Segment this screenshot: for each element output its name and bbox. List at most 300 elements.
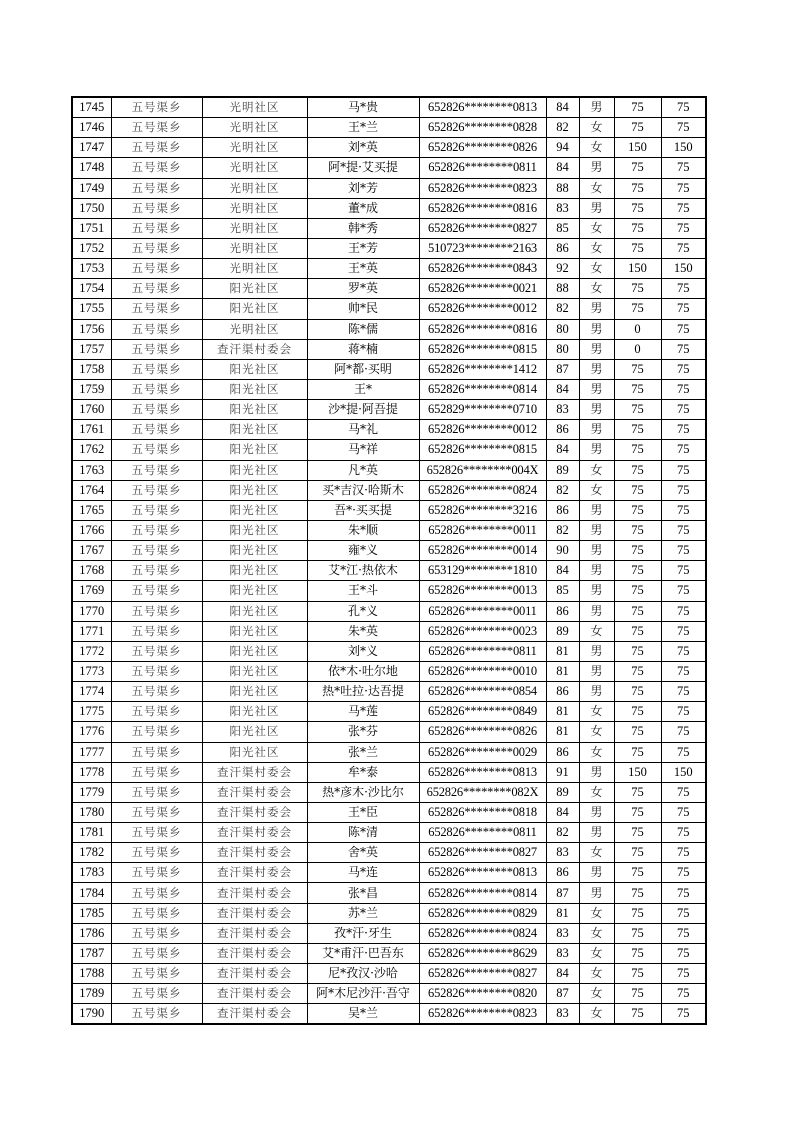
id-number-cell: 652826********0827 [419, 964, 546, 984]
township-cell: 五号渠乡 [111, 843, 202, 863]
row-number: 1778 [72, 762, 111, 782]
name-cell: 热*吐拉·达吾提 [307, 682, 419, 702]
amount-1-cell: 75 [614, 863, 661, 883]
table-row [72, 97, 706, 118]
amount-2-cell: 75 [661, 722, 706, 742]
sex-cell: 男 [579, 541, 614, 561]
sex-cell: 女 [579, 903, 614, 923]
name-cell: 刘*英 [307, 138, 419, 158]
id-number-cell: 652826********0815 [419, 339, 546, 359]
table-row [72, 722, 706, 742]
township-cell: 五号渠乡 [111, 782, 202, 802]
amount-1-cell: 75 [614, 903, 661, 923]
sex-cell: 男 [579, 581, 614, 601]
amount-2-cell: 75 [661, 641, 706, 661]
amount-1-cell: 75 [614, 682, 661, 702]
village-cell: 光明社区 [202, 319, 307, 339]
amount-1-cell: 75 [614, 379, 661, 399]
age-cell: 84 [546, 158, 579, 178]
amount-1-cell: 0 [614, 339, 661, 359]
row-number: 1766 [72, 520, 111, 540]
table-row [72, 843, 706, 863]
row-number: 1764 [72, 480, 111, 500]
village-cell: 光明社区 [202, 178, 307, 198]
township-cell: 五号渠乡 [111, 158, 202, 178]
sex-cell: 男 [579, 682, 614, 702]
township-cell: 五号渠乡 [111, 984, 202, 1004]
row-number: 1763 [72, 460, 111, 480]
township-cell: 五号渠乡 [111, 964, 202, 984]
amount-2-cell: 75 [661, 198, 706, 218]
row-number: 1776 [72, 722, 111, 742]
township-cell: 五号渠乡 [111, 802, 202, 822]
name-cell: 张*兰 [307, 742, 419, 762]
village-cell: 阳光社区 [202, 601, 307, 621]
row-number: 1769 [72, 581, 111, 601]
row-number: 1788 [72, 964, 111, 984]
table-row [72, 641, 706, 661]
name-cell: 吴*兰 [307, 1004, 419, 1025]
township-cell: 五号渠乡 [111, 520, 202, 540]
row-number: 1749 [72, 178, 111, 198]
id-number-cell: 652826********0011 [419, 601, 546, 621]
row-number: 1774 [72, 682, 111, 702]
amount-2-cell: 75 [661, 883, 706, 903]
amount-2-cell: 150 [661, 259, 706, 279]
table-row [72, 359, 706, 379]
village-cell: 查汗渠村委会 [202, 762, 307, 782]
name-cell: 张*昌 [307, 883, 419, 903]
sex-cell: 女 [579, 923, 614, 943]
amount-2-cell: 75 [661, 964, 706, 984]
table-row [72, 823, 706, 843]
name-cell: 帅*民 [307, 299, 419, 319]
table-row [72, 863, 706, 883]
table-row [72, 178, 706, 198]
age-cell: 86 [546, 500, 579, 520]
name-cell: 刘*芳 [307, 178, 419, 198]
amount-1-cell: 75 [614, 702, 661, 722]
township-cell: 五号渠乡 [111, 541, 202, 561]
sex-cell: 男 [579, 661, 614, 681]
amount-1-cell: 75 [614, 1004, 661, 1025]
table-row [72, 420, 706, 440]
village-cell: 阳光社区 [202, 581, 307, 601]
id-number-cell: 652826********0826 [419, 722, 546, 742]
amount-1-cell: 75 [614, 299, 661, 319]
township-cell: 五号渠乡 [111, 661, 202, 681]
age-cell: 83 [546, 198, 579, 218]
id-number-cell: 652826********0827 [419, 218, 546, 238]
table-row [72, 601, 706, 621]
id-number-cell: 652826********0849 [419, 702, 546, 722]
village-cell: 查汗渠村委会 [202, 984, 307, 1004]
age-cell: 83 [546, 843, 579, 863]
village-cell: 查汗渠村委会 [202, 1004, 307, 1025]
township-cell: 五号渠乡 [111, 601, 202, 621]
age-cell: 84 [546, 97, 579, 118]
row-number: 1747 [72, 138, 111, 158]
age-cell: 82 [546, 118, 579, 138]
id-number-cell: 652829********0710 [419, 400, 546, 420]
amount-2-cell: 75 [661, 581, 706, 601]
id-number-cell: 652826********0854 [419, 682, 546, 702]
village-cell: 查汗渠村委会 [202, 923, 307, 943]
amount-2-cell: 75 [661, 984, 706, 1004]
amount-2-cell: 75 [661, 319, 706, 339]
township-cell: 五号渠乡 [111, 903, 202, 923]
sex-cell: 女 [579, 460, 614, 480]
amount-1-cell: 75 [614, 118, 661, 138]
id-number-cell: 652826********1412 [419, 359, 546, 379]
row-number: 1772 [72, 641, 111, 661]
age-cell: 86 [546, 238, 579, 258]
township-cell: 五号渠乡 [111, 621, 202, 641]
id-number-cell: 652826********0811 [419, 641, 546, 661]
township-cell: 五号渠乡 [111, 198, 202, 218]
age-cell: 84 [546, 440, 579, 460]
name-cell: 吾*·买买提 [307, 500, 419, 520]
table-row [72, 702, 706, 722]
row-number: 1745 [72, 97, 111, 118]
amount-2-cell: 75 [661, 782, 706, 802]
name-cell: 舍*英 [307, 843, 419, 863]
name-cell: 王*臣 [307, 802, 419, 822]
age-cell: 80 [546, 339, 579, 359]
amount-2-cell: 75 [661, 178, 706, 198]
age-cell: 81 [546, 722, 579, 742]
id-number-cell: 652826********0818 [419, 802, 546, 822]
age-cell: 86 [546, 742, 579, 762]
amount-2-cell: 75 [661, 359, 706, 379]
amount-1-cell: 75 [614, 238, 661, 258]
row-number: 1748 [72, 158, 111, 178]
township-cell: 五号渠乡 [111, 339, 202, 359]
amount-1-cell: 75 [614, 661, 661, 681]
name-cell: 阿*提·艾买提 [307, 158, 419, 178]
village-cell: 阳光社区 [202, 440, 307, 460]
name-cell: 牟*泰 [307, 762, 419, 782]
id-number-cell: 652826********0827 [419, 843, 546, 863]
sex-cell: 男 [579, 500, 614, 520]
age-cell: 84 [546, 379, 579, 399]
name-cell: 蒋*楠 [307, 339, 419, 359]
row-number: 1762 [72, 440, 111, 460]
row-number: 1753 [72, 259, 111, 279]
name-cell: 艾*江·热依木 [307, 561, 419, 581]
sex-cell: 女 [579, 259, 614, 279]
age-cell: 84 [546, 561, 579, 581]
table-row [72, 319, 706, 339]
age-cell: 83 [546, 1004, 579, 1025]
amount-2-cell: 75 [661, 823, 706, 843]
row-number: 1781 [72, 823, 111, 843]
amount-2-cell: 75 [661, 480, 706, 500]
township-cell: 五号渠乡 [111, 118, 202, 138]
sex-cell: 女 [579, 742, 614, 762]
table-row [72, 802, 706, 822]
amount-2-cell: 75 [661, 601, 706, 621]
township-cell: 五号渠乡 [111, 943, 202, 963]
row-number: 1751 [72, 218, 111, 238]
row-number: 1752 [72, 238, 111, 258]
village-cell: 阳光社区 [202, 641, 307, 661]
id-number-cell: 652826********0816 [419, 198, 546, 218]
township-cell: 五号渠乡 [111, 400, 202, 420]
sex-cell: 男 [579, 400, 614, 420]
id-number-cell: 652826********0815 [419, 440, 546, 460]
township-cell: 五号渠乡 [111, 500, 202, 520]
amount-1-cell: 0 [614, 319, 661, 339]
name-cell: 马*礼 [307, 420, 419, 440]
amount-1-cell: 150 [614, 138, 661, 158]
amount-1-cell: 75 [614, 722, 661, 742]
id-number-cell: 652826********0013 [419, 581, 546, 601]
age-cell: 86 [546, 420, 579, 440]
table-row [72, 581, 706, 601]
sex-cell: 女 [579, 621, 614, 641]
township-cell: 五号渠乡 [111, 883, 202, 903]
id-number-cell: 652826********0823 [419, 1004, 546, 1025]
row-number: 1767 [72, 541, 111, 561]
amount-2-cell: 75 [661, 541, 706, 561]
amount-1-cell: 75 [614, 480, 661, 500]
amount-2-cell: 75 [661, 802, 706, 822]
amount-2-cell: 75 [661, 118, 706, 138]
age-cell: 86 [546, 863, 579, 883]
sex-cell: 男 [579, 823, 614, 843]
id-number-cell: 652826********0813 [419, 762, 546, 782]
sex-cell: 男 [579, 440, 614, 460]
age-cell: 80 [546, 319, 579, 339]
age-cell: 83 [546, 923, 579, 943]
amount-2-cell: 75 [661, 923, 706, 943]
table-row [72, 520, 706, 540]
name-cell: 马*莲 [307, 702, 419, 722]
id-number-cell: 652826********0826 [419, 138, 546, 158]
sex-cell: 男 [579, 299, 614, 319]
sex-cell: 男 [579, 420, 614, 440]
age-cell: 81 [546, 903, 579, 923]
village-cell: 阳光社区 [202, 420, 307, 440]
village-cell: 查汗渠村委会 [202, 863, 307, 883]
amount-1-cell: 75 [614, 541, 661, 561]
row-number: 1790 [72, 1004, 111, 1025]
row-number: 1789 [72, 984, 111, 1004]
row-number: 1785 [72, 903, 111, 923]
village-cell: 阳光社区 [202, 379, 307, 399]
table-row [72, 984, 706, 1004]
age-cell: 87 [546, 984, 579, 1004]
name-cell: 马*祥 [307, 440, 419, 460]
id-number-cell: 652826********3216 [419, 500, 546, 520]
name-cell: 苏*兰 [307, 903, 419, 923]
sex-cell: 女 [579, 782, 614, 802]
table-row [72, 460, 706, 480]
age-cell: 85 [546, 581, 579, 601]
age-cell: 86 [546, 601, 579, 621]
age-cell: 92 [546, 259, 579, 279]
name-cell: 孔*义 [307, 601, 419, 621]
amount-2-cell: 150 [661, 762, 706, 782]
village-cell: 查汗渠村委会 [202, 964, 307, 984]
id-number-cell: 652826********0823 [419, 178, 546, 198]
name-cell: 艾*甫汗·巴吾东 [307, 943, 419, 963]
roster-body [72, 97, 706, 1024]
id-number-cell: 652826********0012 [419, 299, 546, 319]
id-number-cell: 652826********0010 [419, 661, 546, 681]
amount-1-cell: 75 [614, 561, 661, 581]
village-cell: 阳光社区 [202, 722, 307, 742]
row-number: 1754 [72, 279, 111, 299]
amount-1-cell: 75 [614, 400, 661, 420]
name-cell: 王*兰 [307, 118, 419, 138]
village-cell: 阳光社区 [202, 359, 307, 379]
sex-cell: 男 [579, 319, 614, 339]
sex-cell: 女 [579, 1004, 614, 1025]
sex-cell: 男 [579, 97, 614, 118]
row-number: 1758 [72, 359, 111, 379]
table-row [72, 339, 706, 359]
name-cell: 朱*顺 [307, 520, 419, 540]
amount-1-cell: 75 [614, 500, 661, 520]
township-cell: 五号渠乡 [111, 641, 202, 661]
amount-1-cell: 150 [614, 762, 661, 782]
amount-2-cell: 75 [661, 843, 706, 863]
age-cell: 81 [546, 641, 579, 661]
sex-cell: 男 [579, 601, 614, 621]
table-row [72, 218, 706, 238]
township-cell: 五号渠乡 [111, 762, 202, 782]
sex-cell: 男 [579, 158, 614, 178]
row-number: 1783 [72, 863, 111, 883]
id-number-cell: 652826********0843 [419, 259, 546, 279]
amount-2-cell: 75 [661, 158, 706, 178]
roster-table [71, 96, 707, 1025]
township-cell: 五号渠乡 [111, 440, 202, 460]
table-row [72, 279, 706, 299]
township-cell: 五号渠乡 [111, 279, 202, 299]
id-number-cell: 652826********0828 [419, 118, 546, 138]
village-cell: 阳光社区 [202, 460, 307, 480]
sex-cell: 女 [579, 279, 614, 299]
id-number-cell: 652826********004X [419, 460, 546, 480]
table-row [72, 561, 706, 581]
id-number-cell: 652826********0014 [419, 541, 546, 561]
township-cell: 五号渠乡 [111, 722, 202, 742]
sex-cell: 男 [579, 863, 614, 883]
amount-2-cell: 75 [661, 400, 706, 420]
amount-2-cell: 75 [661, 903, 706, 923]
table-row [72, 198, 706, 218]
age-cell: 81 [546, 661, 579, 681]
id-number-cell: 652826********082X [419, 782, 546, 802]
table-row [72, 541, 706, 561]
village-cell: 光明社区 [202, 238, 307, 258]
amount-1-cell: 150 [614, 259, 661, 279]
id-number-cell: 652826********0820 [419, 984, 546, 1004]
age-cell: 83 [546, 943, 579, 963]
sex-cell: 男 [579, 883, 614, 903]
table-row [72, 138, 706, 158]
amount-2-cell: 75 [661, 561, 706, 581]
sex-cell: 男 [579, 762, 614, 782]
amount-2-cell: 75 [661, 500, 706, 520]
sex-cell: 女 [579, 943, 614, 963]
village-cell: 查汗渠村委会 [202, 903, 307, 923]
amount-1-cell: 75 [614, 218, 661, 238]
name-cell: 雍*义 [307, 541, 419, 561]
row-number: 1757 [72, 339, 111, 359]
table-row [72, 480, 706, 500]
amount-1-cell: 75 [614, 621, 661, 641]
amount-2-cell: 75 [661, 238, 706, 258]
id-number-cell: 510723********2163 [419, 238, 546, 258]
row-number: 1770 [72, 601, 111, 621]
amount-1-cell: 75 [614, 420, 661, 440]
age-cell: 88 [546, 178, 579, 198]
row-number: 1780 [72, 802, 111, 822]
township-cell: 五号渠乡 [111, 138, 202, 158]
township-cell: 五号渠乡 [111, 359, 202, 379]
table-row [72, 621, 706, 641]
sex-cell: 女 [579, 138, 614, 158]
amount-1-cell: 75 [614, 440, 661, 460]
township-cell: 五号渠乡 [111, 379, 202, 399]
township-cell: 五号渠乡 [111, 742, 202, 762]
table-row [72, 943, 706, 963]
sex-cell: 男 [579, 520, 614, 540]
id-number-cell: 653129********1810 [419, 561, 546, 581]
table-row [72, 964, 706, 984]
amount-1-cell: 75 [614, 843, 661, 863]
name-cell: 热*彦木·沙比尔 [307, 782, 419, 802]
age-cell: 88 [546, 279, 579, 299]
amount-1-cell: 75 [614, 359, 661, 379]
amount-1-cell: 75 [614, 97, 661, 118]
age-cell: 94 [546, 138, 579, 158]
id-number-cell: 652826********0811 [419, 158, 546, 178]
row-number: 1761 [72, 420, 111, 440]
row-number: 1759 [72, 379, 111, 399]
name-cell: 王*斗 [307, 581, 419, 601]
table-row [72, 379, 706, 399]
age-cell: 81 [546, 702, 579, 722]
name-cell: 马*连 [307, 863, 419, 883]
table-row [72, 661, 706, 681]
amount-2-cell: 75 [661, 863, 706, 883]
row-number: 1760 [72, 400, 111, 420]
table-row [72, 742, 706, 762]
row-number: 1787 [72, 943, 111, 963]
township-cell: 五号渠乡 [111, 178, 202, 198]
amount-2-cell: 75 [661, 299, 706, 319]
id-number-cell: 652826********0813 [419, 863, 546, 883]
age-cell: 82 [546, 299, 579, 319]
table-row [72, 883, 706, 903]
village-cell: 光明社区 [202, 138, 307, 158]
name-cell: 韩*秀 [307, 218, 419, 238]
amount-2-cell: 75 [661, 943, 706, 963]
township-cell: 五号渠乡 [111, 702, 202, 722]
id-number-cell: 652826********0813 [419, 97, 546, 118]
amount-1-cell: 75 [614, 923, 661, 943]
age-cell: 89 [546, 782, 579, 802]
village-cell: 查汗渠村委会 [202, 782, 307, 802]
age-cell: 82 [546, 520, 579, 540]
table-row [72, 923, 706, 943]
sex-cell: 男 [579, 198, 614, 218]
